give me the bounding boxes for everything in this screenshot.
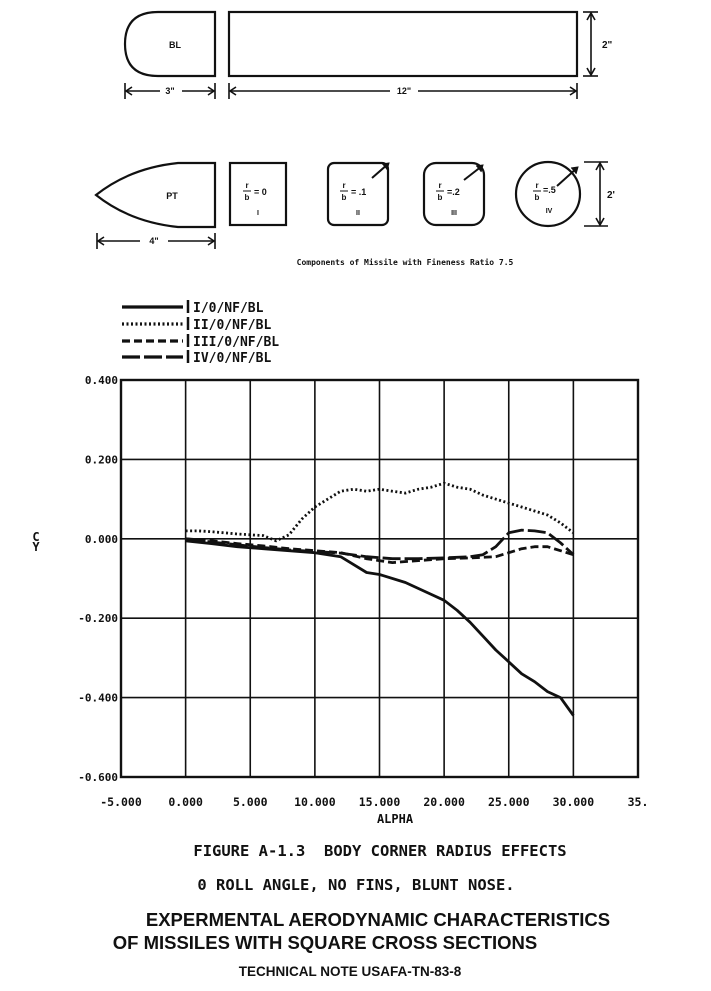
x-tick-label: 20.000: [423, 795, 465, 809]
cross-section-II: [328, 163, 389, 225]
svg-text:=.5: =.5: [543, 185, 556, 195]
svg-text:b: b: [437, 193, 443, 202]
y-axis-label-part: Y: [32, 540, 40, 554]
diagram-caption: Components of Missile with Fineness Ratio 7.5: [296, 258, 514, 267]
x-tick-label: 30.000: [552, 795, 595, 809]
svg-text:I/0/NF/BL: I/0/NF/BL: [193, 301, 264, 316]
svg-text:b: b: [341, 193, 347, 202]
pointed-nose-length-label: 4": [149, 236, 159, 246]
cy-vs-alpha-chart: [32, 374, 648, 826]
body-length-label: 12": [396, 86, 412, 96]
figure-caption-line2: 0 ROLL ANGLE, NO FINS, BLUNT NOSE.: [197, 876, 515, 894]
y-tick-label: 0.200: [84, 453, 118, 467]
svg-text:r: r: [342, 181, 346, 190]
svg-text:I: I: [257, 210, 259, 217]
x-tick-label: 5.000: [232, 795, 268, 809]
missile-components-diagram: [96, 12, 615, 267]
x-tick-label: 35.: [627, 795, 649, 809]
pointed-nose-label: PT: [166, 191, 178, 201]
svg-text:r: r: [438, 181, 442, 190]
y-tick-labels: [78, 374, 118, 784]
cross-section-III: [424, 163, 484, 225]
svg-text:IV/0/NF/BL: IV/0/NF/BL: [193, 351, 272, 366]
body-height-dimension: [583, 12, 598, 76]
y-tick-label: 0.400: [84, 374, 118, 387]
blunt-nose-label: BL: [169, 40, 181, 50]
x-tick-label: 15.000: [358, 795, 401, 809]
x-tick-label: 0.000: [168, 795, 203, 809]
y-axis-label: [32, 530, 40, 554]
x-tick-label: 10.000: [294, 795, 336, 809]
x-axis-label: ALPHA: [376, 812, 414, 826]
svg-text:III/0/NF/BL: III/0/NF/BL: [193, 335, 280, 350]
pointed-nose-shape: [96, 163, 215, 227]
svg-text:II: II: [356, 210, 360, 217]
legend-entry-II: [122, 317, 271, 333]
cross-section-I: [230, 163, 286, 225]
svg-text:r: r: [535, 181, 539, 190]
chart-legend: [122, 300, 279, 366]
y-tick-label: -0.400: [78, 691, 118, 705]
svg-text:III: III: [451, 210, 457, 217]
svg-text:b: b: [534, 193, 540, 202]
svg-text:=.2: =.2: [447, 187, 460, 197]
report-title-line1: EXPERMENTAL AERODYNAMIC CHARACTERISTICS: [145, 909, 611, 930]
y-tick-label: 0.000: [84, 532, 118, 546]
blunt-nose-length-label: 3": [165, 86, 175, 96]
section-height-label: 2': [607, 190, 615, 201]
body-height-label: 2": [602, 40, 613, 51]
y-tick-label: -0.200: [78, 612, 118, 626]
report-title-line2: OF MISSILES WITH SQUARE CROSS SECTIONS: [112, 932, 538, 953]
legend-entry-I: [122, 300, 264, 316]
body-section-rect: [229, 12, 577, 76]
section-height-dimension: [584, 162, 608, 226]
x-tick-label: -5.000: [100, 795, 142, 809]
legend-entry-III: [122, 334, 279, 350]
chart-grid: [121, 380, 638, 777]
x-tick-label: 25.000: [487, 795, 530, 809]
y-tick-label: -0.600: [78, 771, 118, 784]
svg-text:IV: IV: [545, 208, 553, 215]
y-axis-label-part: C: [32, 530, 40, 544]
cross-section-IV: [516, 162, 580, 226]
svg-text:= 0: = 0: [254, 187, 267, 197]
svg-text:b: b: [244, 193, 250, 202]
x-tick-labels: [100, 795, 648, 809]
svg-text:II/0/NF/BL: II/0/NF/BL: [193, 318, 272, 333]
technical-note-label: TECHNICAL NOTE USAFA-TN-83-8: [238, 964, 462, 979]
svg-text:r: r: [245, 181, 249, 190]
svg-text:= .1: = .1: [351, 187, 367, 197]
figure-caption-line1: FIGURE A-1.3 BODY CORNER RADIUS EFFECTS: [193, 842, 567, 860]
legend-entry-IV: [122, 350, 271, 366]
